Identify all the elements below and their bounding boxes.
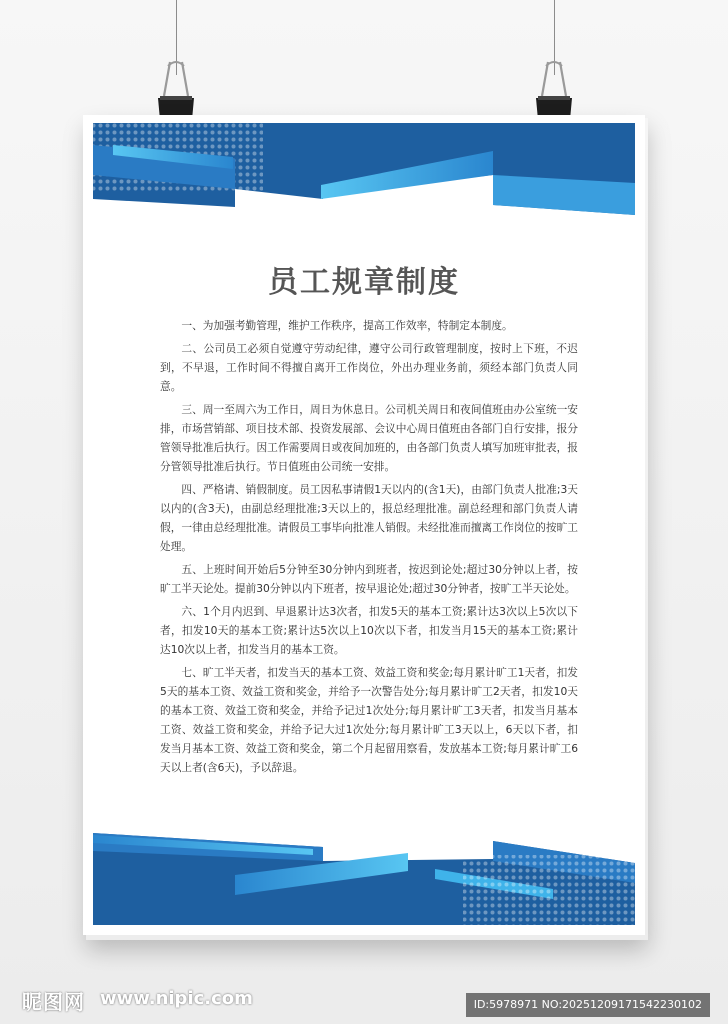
rule-paragraph-1: 一、为加强考勤管理，维护工作秩序，提高工作效率，特制定本制度。 (181, 319, 513, 332)
rule-paragraph-3: 三、周一至周六为工作日，周日为休息日。公司机关周日和夜间值班由办公室统一安排，市场营销部、项目技术部、投资发展部、会议中心周日值班由各部门自行安排，报分管领导批准后执行。因工作需要周日或夜间加班的，由各部门负责人填写加班审批表，报分管领导批准后执行。节日值班由公司统一安排。 (160, 403, 578, 473)
rules-body (160, 316, 578, 781)
poster (83, 115, 645, 935)
binder-clip-right-icon (534, 60, 574, 122)
rule-paragraph-6: 六、1个月内迟到、早退累计达3次者，扣发5天的基本工资;累计达3次以上5次以下者，扣发10天的基本工资;累计达5次以上10次以下者，扣发当月15天的基本工资;累计达10次以上者，扣发当月的基本工资。 (160, 605, 578, 656)
binder-clip-left-icon (156, 60, 196, 122)
top-decoration (83, 115, 645, 225)
watermark-bar (0, 978, 728, 1024)
bottom-decoration (83, 825, 645, 935)
watermark-url: www.nipic.com (100, 988, 253, 1009)
rule-paragraph-5: 五、上班时间开始后5分钟至30分钟内到班者，按迟到论处;超过30分钟以上者，按旷工半天论处。提前30分钟以内下班者，按早退论处;超过30分钟者，按旷工半天论处。 (160, 563, 578, 595)
watermark-id: ID:5978971 NO:20251209171542230102 (466, 993, 710, 1017)
rule-paragraph-2: 二、公司员工必须自觉遵守劳动纪律，遵守公司行政管理制度，按时上下班，不迟到，不早退，工作时间不得擅自离开工作岗位，外出办理业务前，须经本部门负责人同意。 (160, 342, 578, 393)
page-title: 员工规章制度 (268, 265, 460, 300)
watermark-logo: 昵图网 (22, 990, 85, 1014)
rule-paragraph-7: 七、旷工半天者，扣发当天的基本工资、效益工资和奖金;每月累计旷工1天者，扣发5天的基本工资、效益工资和奖金，并给予一次警告处分;每月累计旷工2天者，扣发10天的基本工资、效益工资和奖金，并给予记过1次处分;每月累计旷工3天者，扣发当月基本工资、效益工资和奖金，并给予记大过1次处分;每月累计旷工3天以上，6天以下者，扣发当月基本工资、效益工资和奖金，第二个月起留用察看，发放基本工资;每月累计旷工6天以上者(含6天)，予以辞退。 (160, 666, 578, 774)
rule-paragraph-4: 四、严格请、销假制度。员工因私事请假1天以内的(含1天)，由部门负责人批准;3天以内的(含3天)，由副总经理批准;3天以上的，报总经理批准。副总经理和部门负责人请假，一律由总经理批准。请假员工事毕向批准人销假。未经批准而擅离工作岗位的按旷工处理。 (160, 483, 578, 553)
